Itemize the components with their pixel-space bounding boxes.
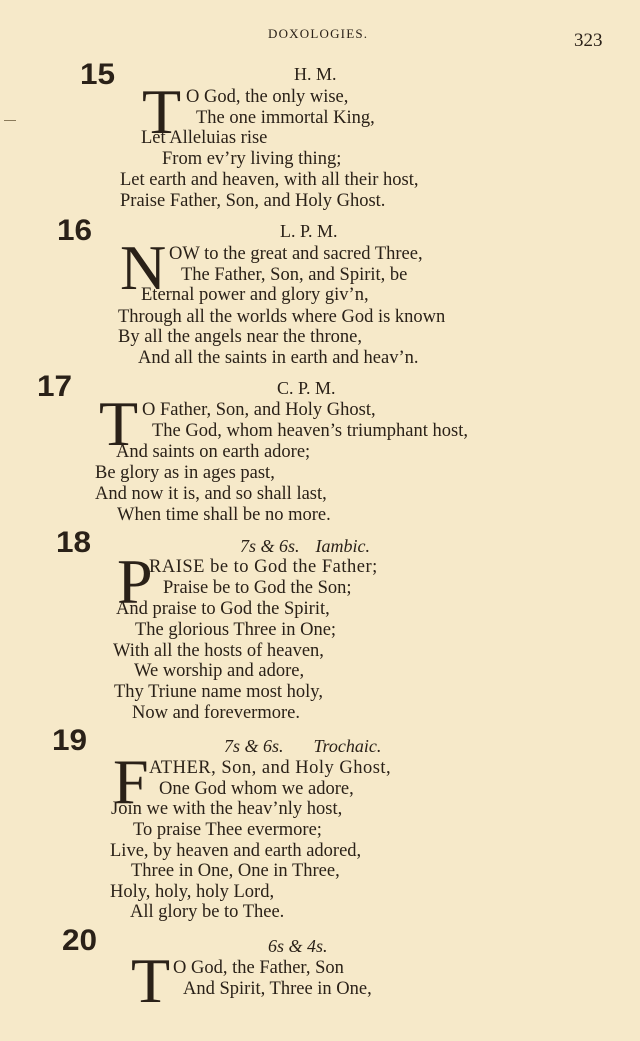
margin-mark	[4, 120, 16, 121]
verse-line: Eternal power and glory giv’n,	[141, 285, 369, 305]
drop-cap: T	[142, 76, 182, 147]
hymn-meter	[268, 936, 328, 957]
verse-line: ATHER, Son, and Holy Ghost,	[149, 758, 392, 778]
verse-line: From ev’ry living thing;	[162, 149, 342, 169]
verse-line: Live, by heaven and earth adored,	[110, 841, 362, 861]
verse-line: Praise Father, Son, and Holy Ghost.	[120, 191, 386, 211]
verse-line: OW to the great and sacred Three,	[169, 244, 423, 264]
verse-line: Now and forevermore.	[132, 703, 300, 723]
verse-line: When time shall be no more.	[117, 505, 331, 525]
verse-line: And praise to God the Spirit,	[116, 599, 330, 619]
verse-line: Be glory as in ages past,	[95, 463, 275, 483]
hymn-number: 16	[57, 214, 93, 247]
meter-type-label: Iambic.	[315, 536, 370, 556]
verse-line: The one immortal King,	[196, 108, 375, 128]
verse-line: And saints on earth adore;	[116, 442, 311, 462]
meter-label: 7s & 6s.	[224, 736, 284, 756]
verse-line: O God, the Father, Son	[173, 958, 344, 978]
hymn-number: 17	[37, 370, 73, 403]
meter-label: H. M.	[294, 64, 337, 84]
hymn-meter	[294, 64, 337, 85]
hymn-number: 15	[80, 58, 116, 91]
verse-line: The Father, Son, and Spirit, be	[181, 265, 408, 285]
drop-cap: T	[99, 388, 139, 459]
hymn-number: 20	[62, 924, 98, 957]
verse-line: With all the hosts of heaven,	[113, 641, 324, 661]
drop-cap: N	[120, 232, 167, 303]
verse-line: By all the angels near the throne,	[118, 327, 363, 347]
verse-line: To praise Thee evermore;	[133, 820, 322, 840]
meter-label: 6s & 4s.	[268, 936, 328, 956]
verse-line: O Father, Son, and Holy Ghost,	[142, 400, 376, 420]
hymn-meter	[240, 536, 370, 557]
drop-cap: P	[117, 546, 153, 617]
verse-line: The glorious Three in One;	[135, 620, 337, 640]
drop-cap: F	[113, 746, 149, 817]
hymn-meter	[280, 221, 338, 242]
verse-line: And Spirit, Three in One,	[183, 979, 372, 999]
page-number: 323	[574, 30, 603, 51]
verse-line: O God, the only wise,	[186, 87, 349, 107]
verse-line: Let earth and heaven, with all their host,	[120, 170, 419, 190]
verse-line: And all the saints in earth and heav’n.	[138, 348, 419, 368]
verse-line: The God, whom heaven’s triumphant host,	[152, 421, 468, 441]
verse-line: RAISE be to God the Father;	[149, 557, 378, 577]
verse-line: Thy Triune name most holy,	[114, 682, 323, 702]
hymn-number: 18	[56, 526, 92, 559]
verse-line: Three in One, One in Three,	[131, 861, 340, 881]
hymn-number: 19	[52, 724, 88, 757]
verse-line: Praise be to God the Son;	[163, 578, 352, 598]
verse-line: Through all the worlds where God is known	[118, 307, 446, 327]
verse-line: And now it is, and so shall last,	[95, 484, 327, 504]
verse-line: Join we with the heav’nly host,	[111, 799, 343, 819]
verse-line: Holy, holy, holy Lord,	[110, 882, 275, 902]
meter-type-label: Trochaic.	[313, 736, 382, 756]
hymn-meter	[277, 378, 336, 399]
running-title: DOXOLOGIES.	[268, 26, 369, 41]
drop-cap: T	[131, 945, 171, 1016]
meter-label: 7s & 6s.	[240, 536, 300, 556]
meter-label: C. P. M.	[277, 378, 336, 398]
verse-line: We worship and adore,	[134, 661, 305, 681]
hymn-meter	[224, 736, 381, 757]
verse-line: One God whom we adore,	[159, 779, 354, 799]
verse-line: Let Alleluias rise	[141, 128, 268, 148]
verse-line: All glory be to Thee.	[130, 902, 285, 922]
meter-label: L. P. M.	[280, 221, 338, 241]
